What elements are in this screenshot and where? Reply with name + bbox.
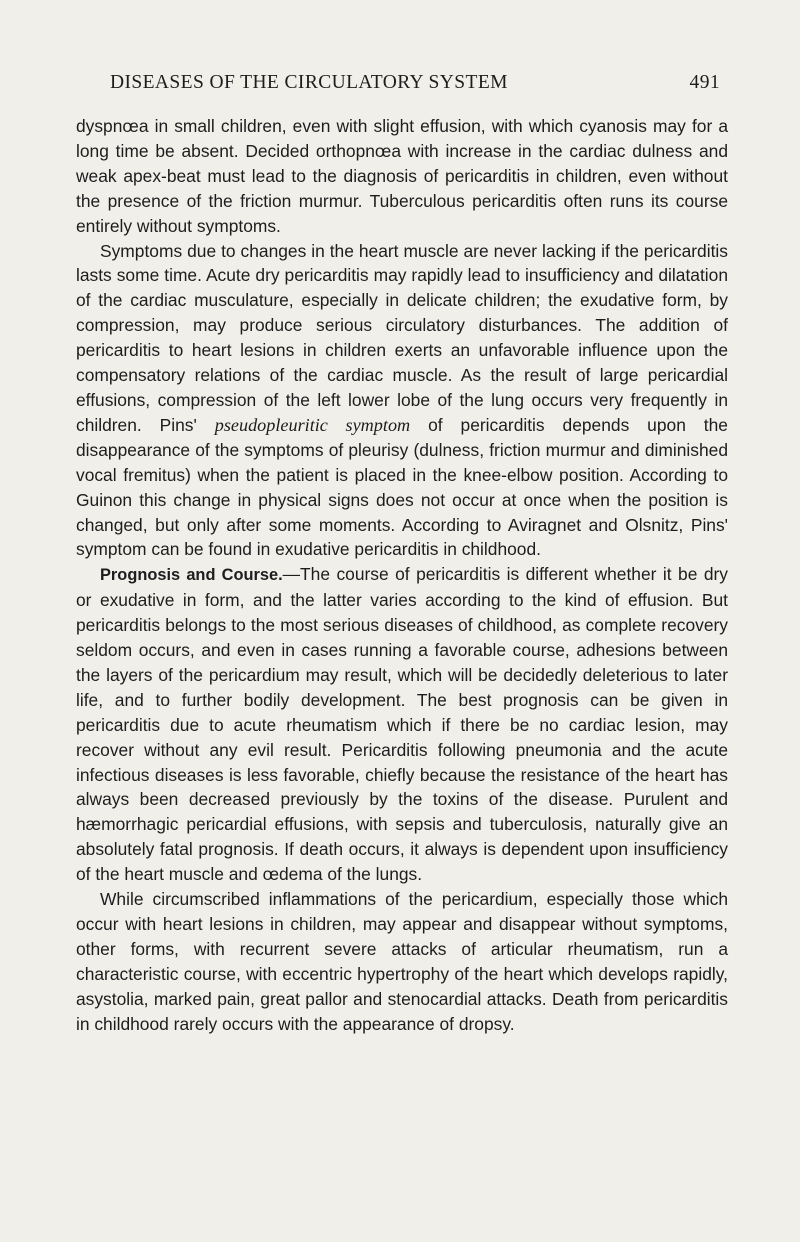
paragraph-heart-muscle-symptoms	[76, 239, 728, 563]
chapter-title: DISEASES OF THE CIRCULATORY SYSTEM	[110, 72, 508, 93]
paragraph-text: —The course of pericarditis is different whether it be dry or exudative in form, and the latter varies according to the kind of effusion. But pericarditis belongs to the most serious diseases of childhood, as complete recovery seldom occurs, and even in cases running a favorable course, adhesions between the layers of the pericardium may result, which will be decidedly deleterious to later life, and to further bodily development. The best prognosis can be given in pericarditis due to acute rheumatism which if there be no cardiac lesion, may recover without any evil result. Pericarditis following pneumonia and the acute infectious diseases is less favorable, chiefly because the resistance of the heart has always been decreased previously by the toxins of the disease. Purulent and hæmorrhagic pericardial effusions, with sepsis and tuberculosis, naturally give an absolutely fatal prognosis. If death occurs, it always is dependent upon insufficiency of the heart muscle and œdema of the lungs.	[76, 564, 728, 885]
paragraph-continued	[76, 114, 728, 239]
paragraph-text: Symptoms due to changes in the heart muscle are never lacking if the pericarditis lasts some time. Acute dry pericarditis may rapidly lead to insufficiency and dilatation of the cardiac musculature, especially in delicate children; the exudative form, by compression, may produce serious circulatory disturbances. The addition of pericarditis to heart lesions in children exerts an unfavorable influence upon the compensatory relations of the cardiac muscle. As the result of large pericardial effusions, compression of the left lower lobe of the lung occurs very frequently in children. Pins'	[76, 240, 728, 435]
paragraph-prognosis	[76, 562, 728, 887]
paragraph-text: dyspnœa in small children, even with slight effusion, with which cyanosis may for a long time be absent. Decided orthopnœa with increase in the cardiac dulness and weak apex-beat must lead to the diagnosis of pericarditis in children, even without the presence of the friction murmur. Tuberculous pericarditis often runs its course entirely without symptoms.	[76, 116, 728, 236]
paragraph-text: of pericarditis depends upon the disappearance of the symptoms of pleurisy (dulness, friction murmur and diminished vocal fremitus) when the patient is placed in the knee-elbow position. According to Guinon this change in physical signs does not occur at once when the position is changed, but only after some moments. According to Aviragnet and Olsnitz, Pins' symptom can be found in exudative pericarditis in childhood.	[76, 414, 728, 560]
body-text	[76, 114, 728, 1037]
section-heading: Prognosis and Course.	[100, 566, 283, 585]
page-number: 491	[689, 72, 720, 93]
italic-term: pseudopleuritic symptom	[214, 414, 411, 435]
paragraph-circumscribed-inflammations	[76, 887, 728, 1036]
paragraph-text: While circumscribed inflammations of the pericardium, especially those which occur with heart lesions in children, may appear and disappear without symptoms, other forms, with recurrent severe attacks of articular rheumatism, run a characteristic course, with eccentric hypertrophy of the heart which develops rapidly, asystolia, marked pain, great pallor and stenocardial attacks. Death from pericarditis in childhood rarely occurs with the appearance of dropsy.	[76, 889, 728, 1034]
running-header	[80, 72, 720, 102]
